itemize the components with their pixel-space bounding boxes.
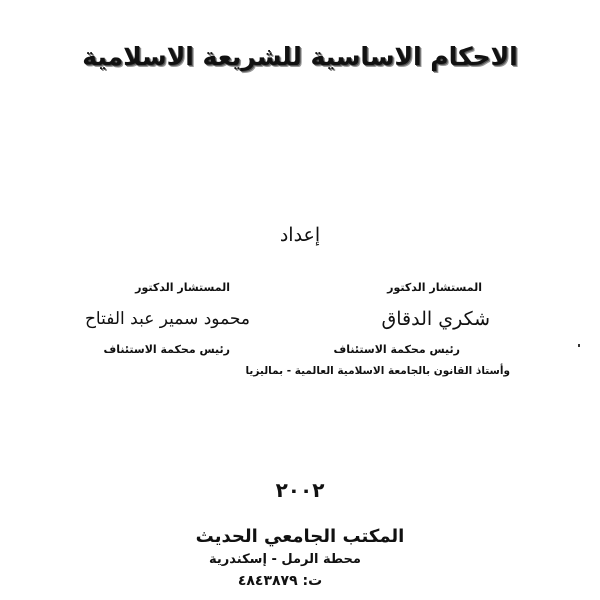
- publisher-phone: ت: ٤٨٤٣٨٧٩: [237, 573, 323, 589]
- publisher-block: [180, 524, 420, 592]
- author-block-2: [60, 278, 290, 360]
- publisher-address: محطة الرمل - إسكندرية: [209, 552, 361, 567]
- prepared-by-label: إعداد: [279, 224, 321, 246]
- author-1-rank: المستشار الدكتور: [387, 281, 482, 294]
- author-1-affiliation: وأستاذ القانون بالجامعة الاسلامية العالمية - بماليزيا: [245, 365, 510, 377]
- book-title: الاحكام الاساسية للشريعة الاسلامية: [82, 42, 518, 71]
- author-2-position: رئيس محكمة الاستئناف: [103, 343, 230, 356]
- publication-year: ٢٠٠٢: [275, 478, 325, 502]
- publisher-name: المكتب الجامعي الحديث: [195, 526, 405, 547]
- author-1-name: شكري الدقاق: [381, 308, 490, 330]
- scan-speck: [578, 344, 580, 347]
- author-2-name: محمود سمير عبد الفتاح: [84, 309, 250, 329]
- author-1-position: رئيس محكمة الاستئناف: [333, 343, 460, 356]
- author-2-rank: المستشار الدكتور: [135, 281, 230, 294]
- author-block-1: [245, 278, 520, 380]
